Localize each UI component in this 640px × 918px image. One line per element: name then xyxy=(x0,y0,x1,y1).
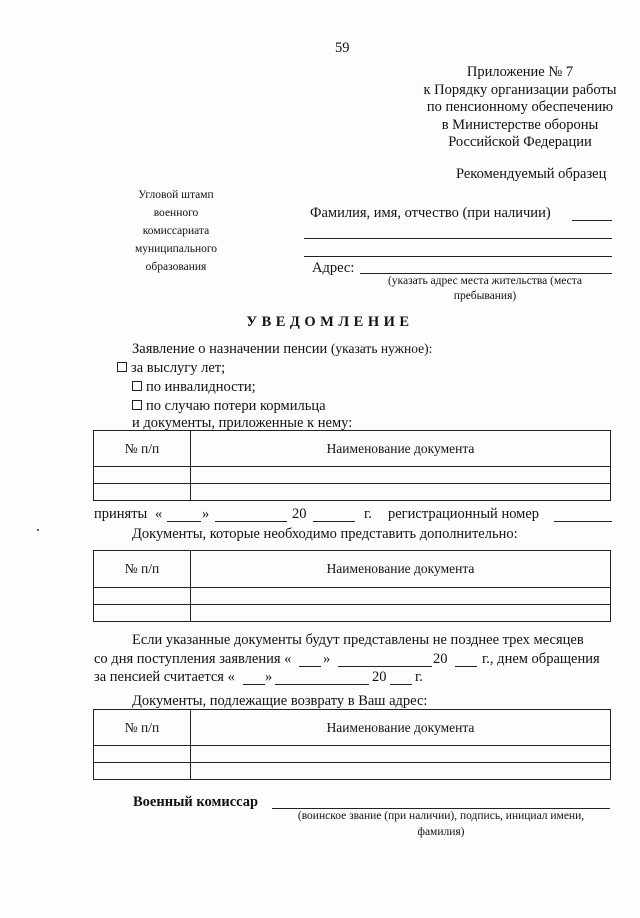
address-hint: (указать адрес места жительства (места xyxy=(387,275,583,287)
application-lead-note: (указать нужное): xyxy=(330,341,433,356)
fio-label: Фамилия, имя, отчество (при наличии) xyxy=(310,205,551,221)
appendix-line: в Министерстве обороны xyxy=(441,116,599,133)
col-header-name: Наименование документа xyxy=(191,710,611,746)
fio-field-line-3[interactable] xyxy=(304,256,612,257)
commissar-hint-2: фамилия) xyxy=(417,826,465,838)
stamp-line: комиссариата xyxy=(142,225,210,237)
option-loss-of-breadwinner[interactable] xyxy=(132,398,326,415)
table-header-row xyxy=(94,551,611,588)
option-length-of-service[interactable] xyxy=(117,360,225,377)
col-header-num: № п/п xyxy=(94,431,191,467)
appeal-year-field[interactable] xyxy=(390,684,412,685)
commissar-signature-line[interactable] xyxy=(272,808,610,809)
option-label: за выслугу лет; xyxy=(131,360,226,376)
application-lead xyxy=(132,341,432,358)
page-number: 59 xyxy=(335,40,350,56)
address-field-line[interactable] xyxy=(360,273,612,274)
appendix-line: Приложение № 7 xyxy=(466,64,574,80)
documents-table-submitted xyxy=(93,430,611,501)
accepted-year-field[interactable] xyxy=(313,521,355,522)
accepted-year-prefix: 20 xyxy=(292,506,307,522)
condition-line-3-quote: » xyxy=(265,669,273,685)
corner-stamp-placeholder xyxy=(112,186,240,276)
col-header-name: Наименование документа xyxy=(191,551,611,588)
appendix-line: к Порядку организации работы xyxy=(423,81,617,98)
option-label: по инвалидности; xyxy=(146,379,256,395)
address-hint-2: пребывания) xyxy=(453,290,517,302)
registration-number-field[interactable] xyxy=(554,521,612,522)
table-header-row xyxy=(94,710,611,746)
accepted-open-quote: « xyxy=(155,506,163,522)
scan-dot xyxy=(37,529,39,531)
fio-field-line[interactable] xyxy=(572,220,612,221)
stamp-line: образования xyxy=(145,261,207,273)
docs-intro: и документы, приложенные к нему: xyxy=(132,415,353,431)
col-header-num: № п/п xyxy=(94,710,191,746)
condition-line-3-end: г. xyxy=(415,669,423,685)
registration-number-label: регистрационный номер xyxy=(388,506,540,522)
table-row[interactable] xyxy=(94,588,611,605)
document-title: УВЕДОМЛЕНИЕ xyxy=(246,314,414,330)
table-row[interactable] xyxy=(94,605,611,622)
option-disability[interactable] xyxy=(132,379,256,396)
appendix-line: по пенсионному обеспечению xyxy=(426,99,614,115)
table-row[interactable] xyxy=(94,467,611,484)
condition-line-2-quote: » xyxy=(323,651,331,667)
table-row[interactable] xyxy=(94,484,611,501)
table-header-row xyxy=(94,431,611,467)
appeal-month-field[interactable] xyxy=(275,684,369,685)
appendix-line: Российской Федерации xyxy=(448,134,592,150)
documents-table-additional xyxy=(93,550,611,622)
military-commissar-label: Военный комиссар xyxy=(133,794,259,810)
appendix-block xyxy=(400,64,640,152)
application-year-field[interactable] xyxy=(455,666,477,667)
recommended-sample: Рекомендуемый образец xyxy=(456,166,607,182)
fio-field-line-2[interactable] xyxy=(304,238,612,239)
checkbox-icon[interactable] xyxy=(117,362,127,372)
address-label: Адрес: xyxy=(312,260,355,276)
accepted-close-quote: » xyxy=(202,506,210,522)
application-day-field[interactable] xyxy=(299,666,321,667)
additional-docs-heading: Документы, которые необходимо представить дополнительно: xyxy=(132,526,518,542)
stamp-line: муниципального xyxy=(134,243,218,255)
commissar-hint: (воинское звание (при наличии), подпись, инициал имени, xyxy=(297,810,585,822)
documents-table-return xyxy=(93,709,611,780)
application-lead-text: Заявление о назначении пенсии xyxy=(132,341,328,357)
condition-line-2-end: г., днем обращения xyxy=(482,651,600,667)
table-row[interactable] xyxy=(94,746,611,763)
application-month-field[interactable] xyxy=(338,666,432,667)
col-header-num: № п/п xyxy=(94,551,191,588)
checkbox-icon[interactable] xyxy=(132,381,142,391)
condition-line-2-start: со дня поступления заявления « xyxy=(94,651,292,667)
appeal-day-field[interactable] xyxy=(243,684,265,685)
table-row[interactable] xyxy=(94,763,611,780)
accepted-word: приняты xyxy=(94,506,148,522)
condition-line-2-year: 20 xyxy=(433,651,448,667)
col-header-name: Наименование документа xyxy=(191,431,611,467)
accepted-day-field[interactable] xyxy=(167,521,201,522)
condition-line-3-year: 20 xyxy=(372,669,387,685)
condition-line-3-start: за пенсией считается « xyxy=(94,669,235,685)
stamp-line: военного xyxy=(153,207,199,219)
accepted-month-field[interactable] xyxy=(215,521,287,522)
accepted-year-suffix: г. xyxy=(364,506,372,522)
checkbox-icon[interactable] xyxy=(132,400,142,410)
stamp-line: Угловой штамп xyxy=(138,189,214,201)
condition-line-1: Если указанные документы будут представлены не позднее трех месяцев xyxy=(132,632,584,648)
return-docs-heading: Документы, подлежащие возврату в Ваш адрес: xyxy=(132,693,428,709)
option-label: по случаю потери кормильца xyxy=(146,398,326,414)
